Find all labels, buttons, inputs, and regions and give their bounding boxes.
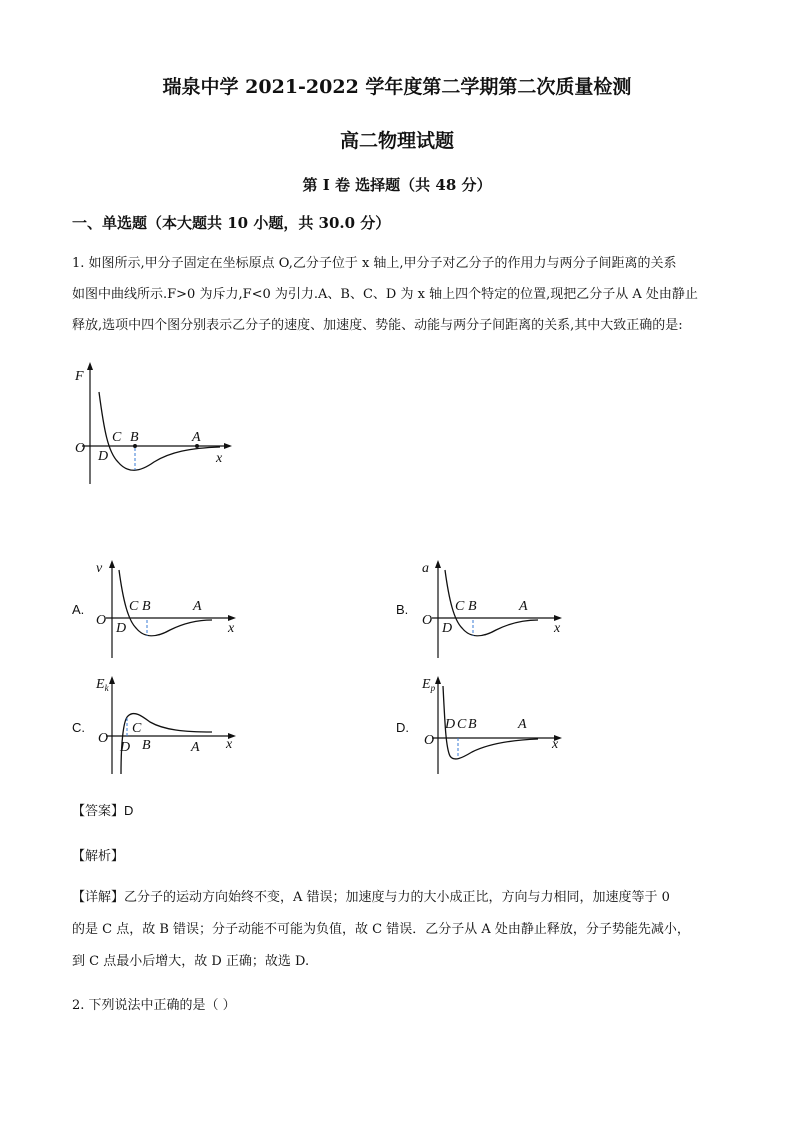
- option-a-point-b: B: [142, 599, 151, 614]
- question-1-line-3: 释放,选项中四个图分别表示乙分子的速度、加速度、势能、动能与两分子间距离的关系,其中大致正确的是:: [72, 318, 683, 333]
- answer-value: D: [124, 803, 134, 818]
- option-d-letter: D.: [396, 720, 409, 735]
- detail-line-2: 的是 C 点，故 B 错误；分子动能不可能为负值，故 C 错误．乙分子从 A 处由静止释放，分子势能先减小，: [72, 922, 690, 937]
- option-d-graph: [418, 676, 568, 776]
- option-b-graph: [418, 560, 568, 660]
- option-b-point-d: D: [442, 621, 453, 636]
- exam-title: 瑞泉中学 2021-2022 学年度第二学期第二次质量检测: [162, 76, 632, 98]
- option-c-ylabel-sub: k: [104, 683, 109, 693]
- analysis-tag: 【解析】: [72, 849, 125, 864]
- option-a-point-c: C: [129, 599, 139, 614]
- option-c-ylabel: [95, 677, 110, 693]
- option-b-xlabel: x: [554, 621, 561, 636]
- force-distance-graph: [70, 362, 240, 492]
- option-d-point-d: D: [445, 717, 456, 732]
- option-b-origin: O: [422, 613, 433, 628]
- option-b-point-a: A: [519, 599, 528, 614]
- option-d-ylabel-sub: p: [430, 683, 436, 693]
- detail-line-1: [72, 882, 670, 913]
- answer-tag: 【答案】: [72, 804, 125, 819]
- option-c-origin: O: [98, 731, 109, 746]
- question-2: 2. 下列说法中正确的是（ ）: [72, 998, 236, 1013]
- point-label-b: B: [130, 430, 139, 445]
- option-d-point-a: A: [518, 717, 527, 732]
- axis-label-x: x: [216, 451, 223, 466]
- option-a-graph: [92, 560, 242, 660]
- question-1-line-2: 如图中曲线所示.F>0 为斥力,F<0 为引力.A、B、C、D 为 x 轴上四个特定的位置,现把乙分子从 A 处由静止: [72, 287, 698, 302]
- option-c-xlabel: x: [226, 737, 233, 752]
- option-a-point-d: D: [116, 621, 127, 636]
- detail-tag: 【详解】: [72, 890, 125, 905]
- option-c-point-b: B: [142, 738, 151, 753]
- option-d-ylabel: [421, 677, 436, 693]
- point-label-d: D: [98, 449, 109, 464]
- origin-label: O: [75, 441, 86, 456]
- option-c-graph: [92, 676, 242, 776]
- option-c-point-d: D: [120, 740, 131, 755]
- detail-text-1: 乙分子的运动方向始终不变，A 错误；加速度与力的大小成正比，方向与力相同，加速度等于 0: [124, 890, 670, 905]
- answer-line: [72, 800, 133, 819]
- option-c-ylabel-main: E: [96, 677, 105, 692]
- detail-line-3: 到 C 点最小后增大，故 D 正确；故选 D.: [72, 954, 310, 969]
- point-label-c: C: [112, 430, 122, 445]
- option-c-point-a: A: [191, 740, 200, 755]
- option-a-point-a: A: [193, 599, 202, 614]
- option-d-ylabel-main: E: [422, 677, 431, 692]
- axis-label-f: F: [75, 369, 84, 384]
- point-label-a: A: [192, 430, 201, 445]
- option-a-letter: A.: [72, 602, 85, 617]
- option-c-point-c: C: [132, 721, 142, 736]
- option-d-point-b: B: [468, 717, 477, 732]
- option-d-xlabel: x: [552, 737, 559, 752]
- option-d-point-c: C: [457, 717, 467, 732]
- part-heading: 第 I 卷 选择题（共 48 分）: [302, 176, 492, 194]
- option-d-origin: O: [424, 733, 435, 748]
- option-b-letter: B.: [396, 602, 409, 617]
- option-b-point-c: C: [455, 599, 465, 614]
- option-c-letter: C.: [72, 720, 85, 735]
- option-b-point-b: B: [468, 599, 477, 614]
- option-a-xlabel: x: [228, 621, 235, 636]
- section-heading: 一、单选题（本大题共 10 小题，共 30.0 分）: [72, 214, 391, 232]
- question-1-line-1: 1. 如图所示,甲分子固定在坐标原点 O,乙分子位于 x 轴上,甲分子对乙分子的作用力与两分子间距离的关系: [72, 256, 677, 271]
- option-b-ylabel: a: [422, 561, 429, 576]
- option-a-ylabel: v: [96, 561, 103, 576]
- exam-subtitle: 高二物理试题: [339, 130, 454, 152]
- option-a-origin: O: [96, 613, 107, 628]
